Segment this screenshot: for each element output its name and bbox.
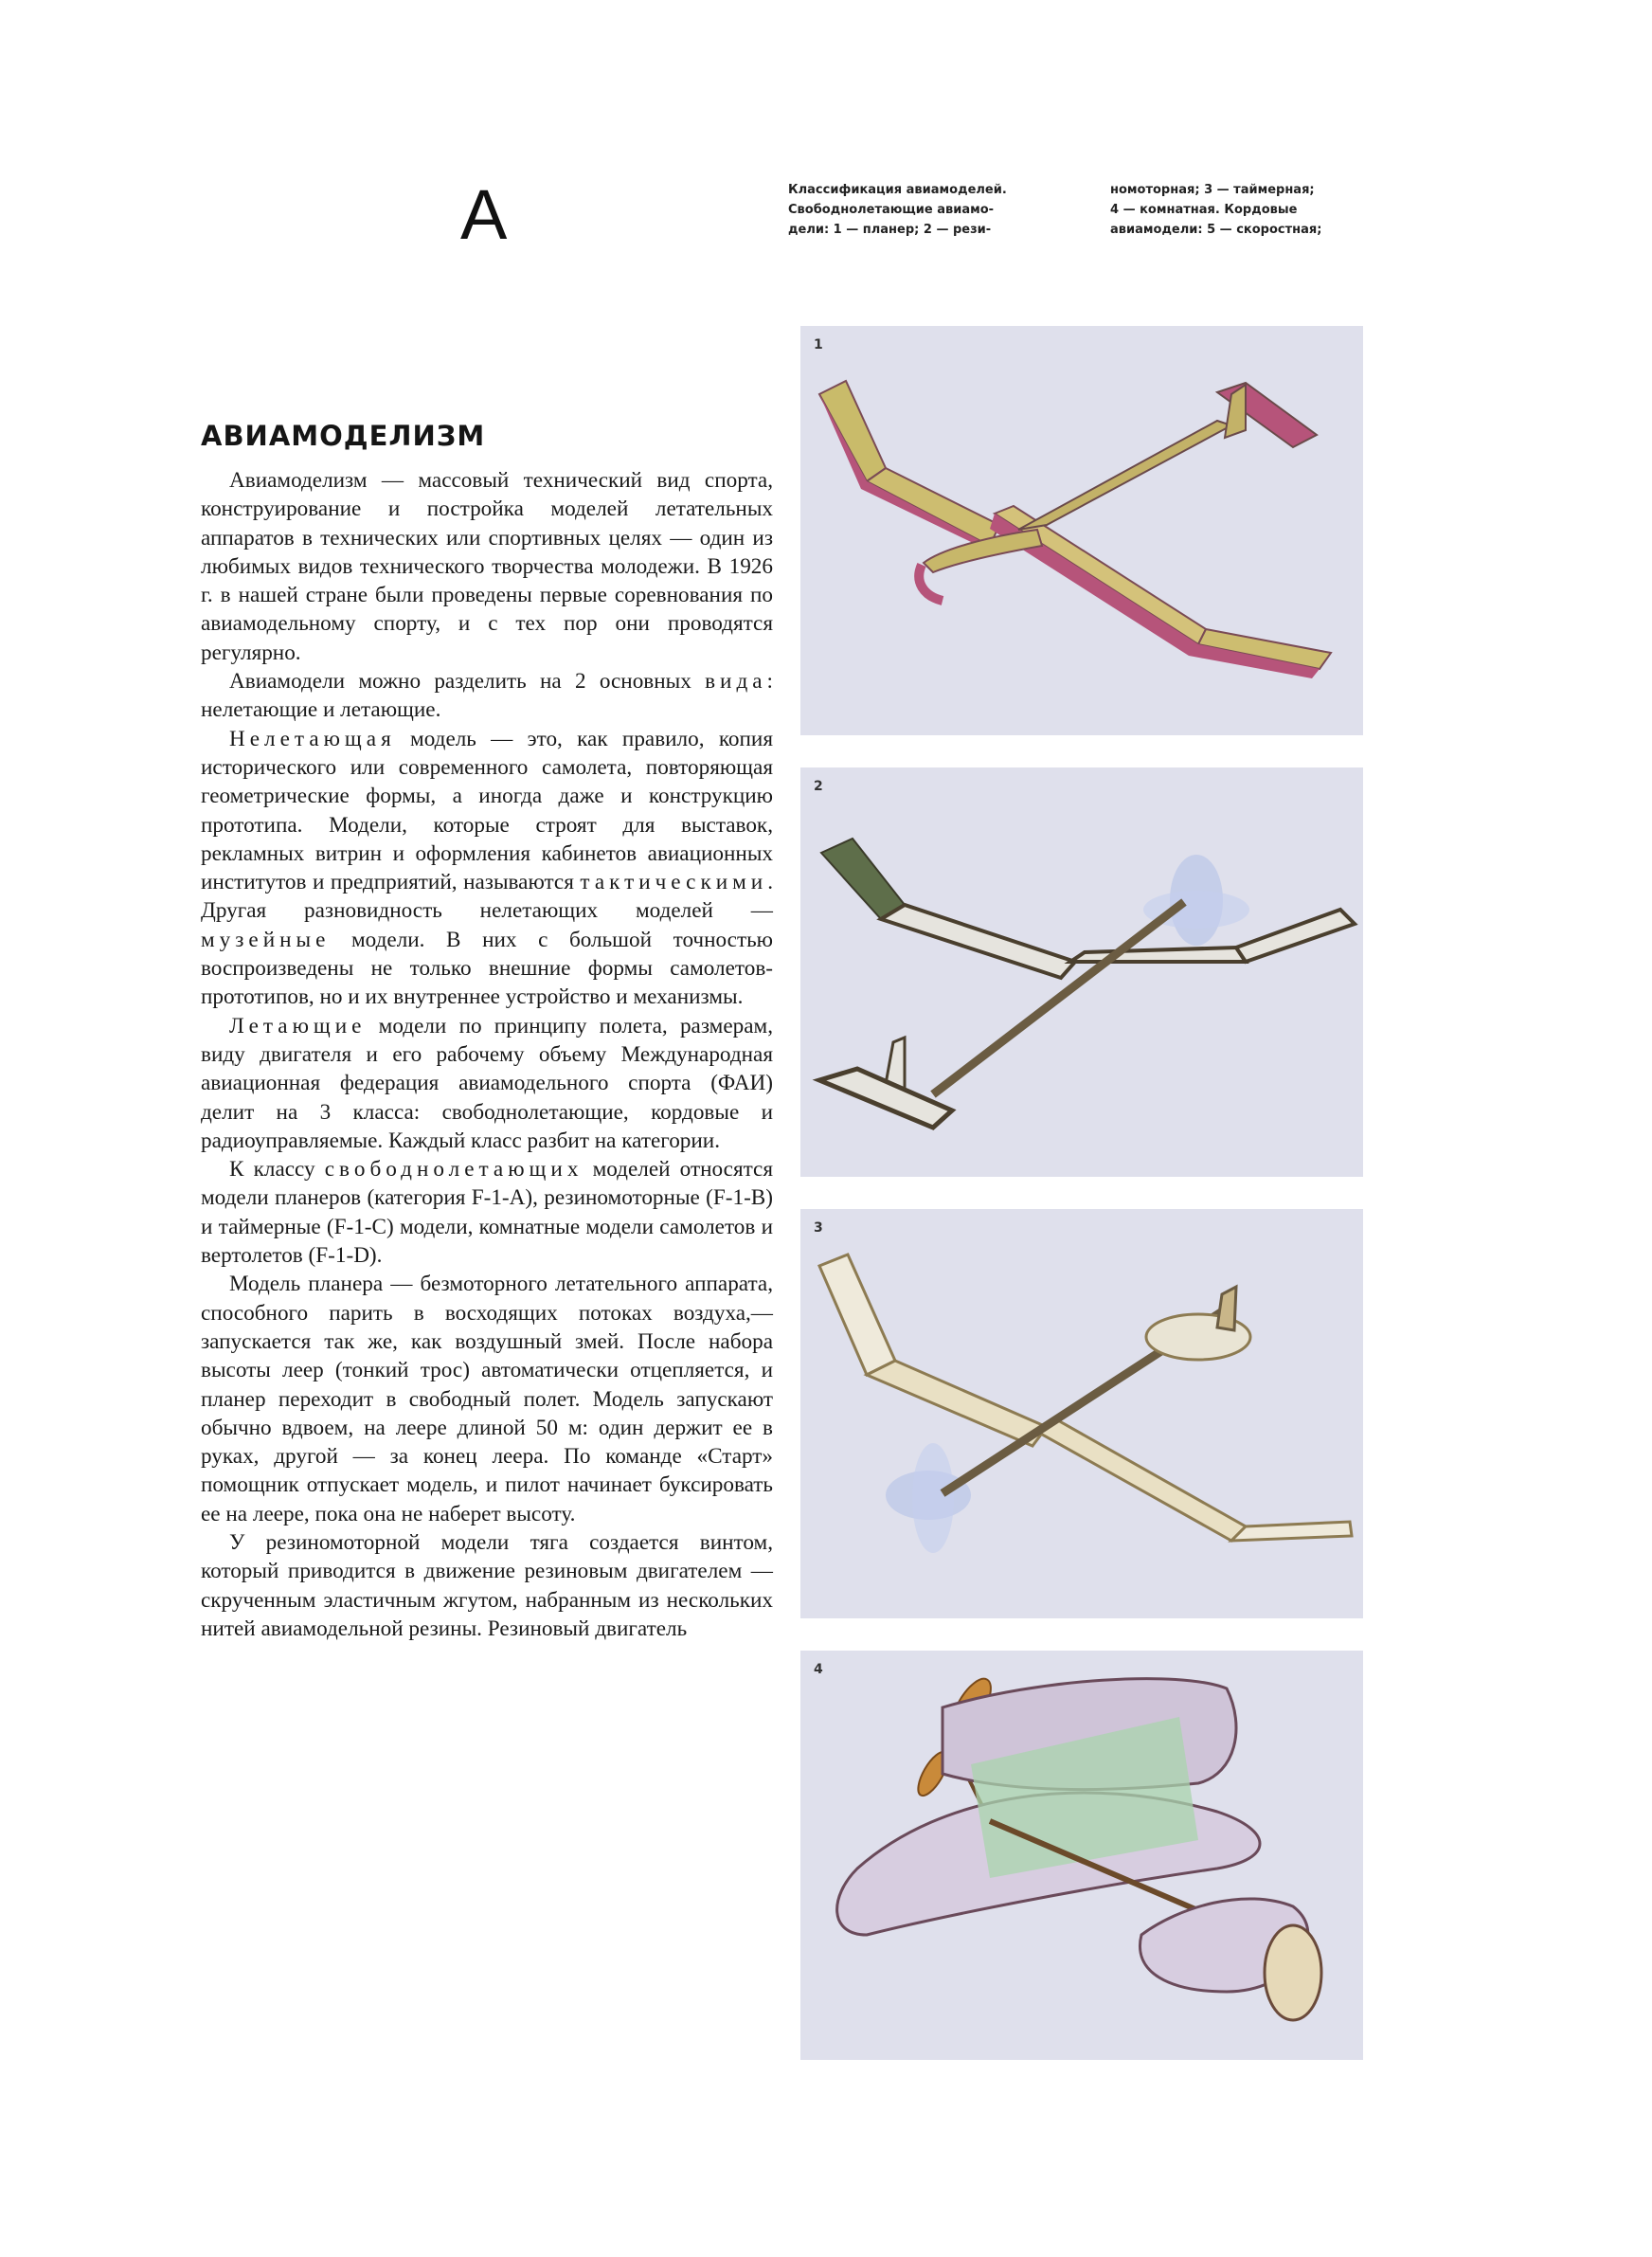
spaced-term-takticheskimi: тактическими	[580, 870, 768, 895]
figure-number: 1	[814, 337, 823, 352]
figure-indoor-model	[800, 1651, 1363, 2060]
paragraph-6: Модель планера — безмоторного летательного аппарата, способного парить в восходящих потоках воздуха,— запускается так же, как воздушный змей. После набора высоты леер (тонкий трос) автоматически отцепляется, и планер переходит в свободный полет. Модель запускают обычно вдвоем, на леере длиной 50 м: один держит ее в руках, другой — за конец леера. По команде «Старт» помощник отпускает модель, и пилот начинает буксировать ее на леере, пока она не наберет высоту.	[201, 1272, 773, 1526]
paragraph-4	[201, 1012, 773, 1155]
glider-illustration	[800, 326, 1363, 735]
spaced-term-svobodnoletayushchikh: свободнолетающих	[324, 1157, 584, 1183]
indoor-model-illustration	[800, 1651, 1363, 2060]
figure-number: 3	[814, 1220, 823, 1236]
spaced-term-letayushchie: Летающие	[229, 1013, 367, 1038]
section-letter: А	[460, 175, 508, 254]
paragraph-2-text-a: Авиамодели можно разделить на 2 основных	[229, 669, 706, 695]
paragraph-7: У резиномоторной модели тяга создается винтом, который приводится в движение резиновым двигателем — скрученным эластичным жгутом, набранным из нескольких нитей авиамодельной резины. Резиновый двигатель	[201, 1529, 773, 1641]
paragraph-2-text-b: : нелетающие и летающие.	[201, 669, 773, 723]
paragraph-3	[201, 725, 773, 1012]
spaced-term-neletayushchaya: Нелетающая	[229, 726, 396, 751]
paragraph-5-text-b: моделей относятся модели планеров (категория F-1-А), резиномоторные (F-1-В) и таймерные (F-1-С) модели, комнатные модели самолетов и вертолетов (F-1-D).	[201, 1157, 774, 1269]
paragraph-3-text-a: модель — это, как правило, копия исторического или современного самолета, повторяющая геометрические формы, а иногда даже и конструкцию прототипа. Модели, которые строят для выставок, рекламных витрин и оформления кабинетов авиационных институтов и предприятий, называются	[201, 726, 773, 895]
figure-number: 4	[814, 1662, 823, 1677]
figure-caption-part-1: Классификация авиамоделей. Свободнолетающие авиамо- дели: 1 — планер; 2 — рези-	[788, 183, 1007, 237]
paragraph-5-text-a: К классу	[229, 1157, 325, 1183]
rubber-model-illustration	[800, 767, 1363, 1177]
paragraph-4-text: модели по принципу полета, размерам, виду двигателя и его рабочему объему Международная авиационная федерация авиамодельного спорта (ФАИ) делит на 3 класса: свободнолетающие, кордовые и радиоуправляемые. Каждый класс разбит на категории.	[201, 1013, 773, 1153]
timer-model-illustration	[800, 1209, 1363, 1618]
paragraph-2	[201, 667, 773, 725]
figure-glider	[800, 326, 1363, 735]
figure-number: 2	[814, 779, 823, 794]
spaced-term-vida: вида	[705, 669, 767, 695]
paragraph-1: Авиамоделизм — массовый технический вид спорта, конструирование и постройка моделей летательных аппаратов в технических или спортивных целях — один из любимых видов технического творчества молодежи. В 1926 г. в нашей стране были проведены первые соревнования по авиамодельному спорту, и с тех пор они проводятся регулярно.	[201, 468, 773, 665]
spaced-term-muzeynye: музейные	[201, 927, 331, 952]
paragraph-3-text-c: модели. В них с большой точностью воспроизведены не только внешние формы самолетов-прототипов, но и их внутреннее устройство и механизмы.	[201, 927, 773, 1010]
paragraph-5	[201, 1155, 773, 1270]
figure-rubber-model	[800, 767, 1363, 1177]
paragraph-3-text-b: . Другая разновидность нелетающих моделей —	[201, 870, 773, 924]
figure-caption-part-2: номоторная; 3 — таймерная; 4 — комнатная. Кордовые авиамодели: 5 — скоростная;	[1110, 183, 1322, 237]
article-title: АВИАМОДЕЛИЗМ	[201, 420, 486, 452]
figure-timer-model	[800, 1209, 1363, 1618]
article-body	[201, 466, 773, 1643]
